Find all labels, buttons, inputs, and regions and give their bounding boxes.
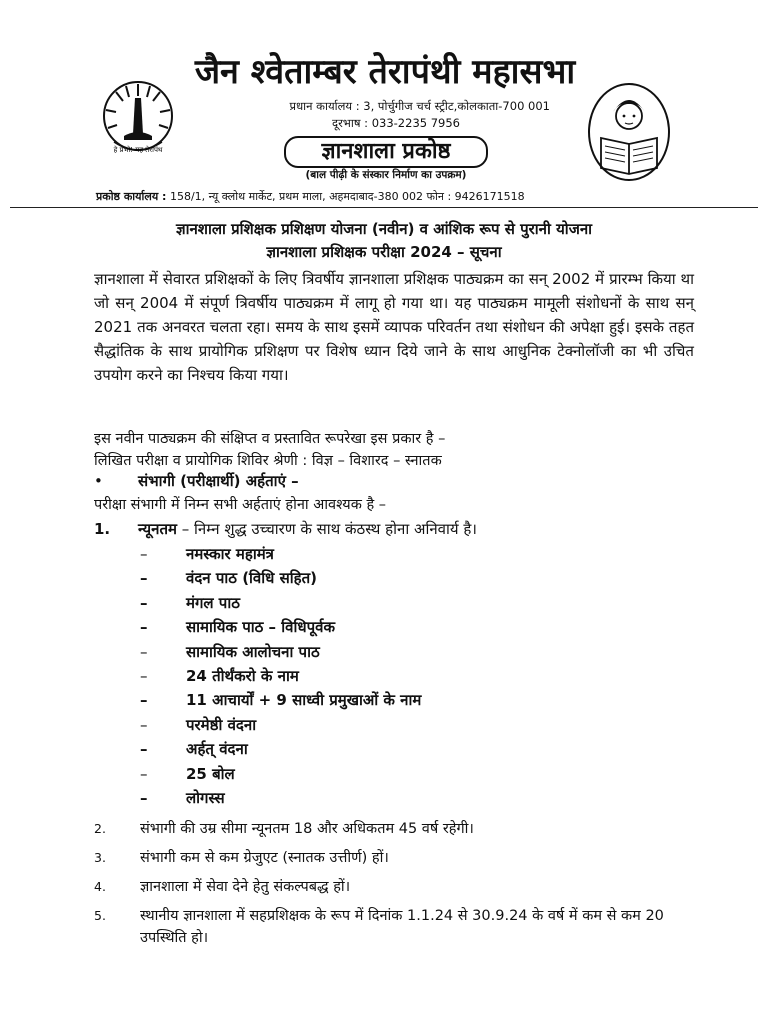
notice-title: [0, 218, 768, 264]
dash: –: [140, 764, 148, 783]
outline-line-1: इस नवीन पाठ्यक्रम की संक्षिप्त व प्रस्तावित रूपरेखा इस प्रकार है –: [94, 431, 446, 447]
list-item-text: सामायिक पाठ – विधिपूर्वक: [186, 618, 335, 637]
terapanth-emblem-icon: [96, 76, 180, 160]
organization-name: जैन श्वेताम्बर तेरापंथी महासभा: [194, 52, 576, 92]
eligibility-heading-text: संभागी (परीक्षार्थी) अर्हताएं –: [138, 472, 299, 490]
letterhead: [0, 0, 768, 210]
bullet-symbol: •: [94, 472, 103, 490]
item-text: संभागी कम से कम ग्रेजुएट (स्नातक उत्तीर्ण) हों।: [140, 850, 389, 866]
list-item-text: लोगस्स: [186, 788, 225, 807]
item-text: – निम्न शुद्ध उच्चारण के साथ कंठस्थ होना अनिवार्य है।: [176, 520, 477, 538]
dash: –: [140, 593, 148, 612]
logo-left-caption: हे प्रभो! यह तेरापंथ: [113, 146, 163, 154]
list-item-text: सामायिक आलोचना पाठ: [186, 642, 320, 661]
dash: –: [140, 715, 148, 734]
dash: –: [140, 618, 148, 637]
list-item-text: अर्हत् वंदना: [186, 740, 248, 759]
phone-number: दूरभाष : 033-2235 7956: [332, 116, 460, 130]
item-number: 3.: [94, 850, 106, 865]
dash: –: [140, 666, 148, 685]
intro-paragraph: ज्ञानशाला में सेवारत प्रशिक्षकों के लिए त्रिवर्षीय ज्ञानशाला प्रशिक्षक पाठ्यक्रम का सन् 2002 में प्रारम्भ किया था जो सन् 2004 में संपूर्ण त्रिवर्षीय पाठ्यक्रम में लागू हो गया था। यह पाठ्यक्रम मामूली संशोधनों के साथ सन् 2021 तक अनवरत चलता रहा। समय के साथ इसमें व्यापक परिवर्तन तथा संशोधन की अपेक्षा हुई। इसके तहत सैद्धांतिक के साथ प्रायोगिक प्रशिक्षण पर विशेष ध्यान दिये जाने के साथ आधुनिक टेक्नोलॉजी का भी उचित उपयोग करने का निश्चय किया गया।: [94, 270, 694, 384]
department-name: ज्ञानशाला प्रकोष्ठ: [284, 136, 488, 168]
item-number: 1.: [94, 520, 111, 538]
list-item: [140, 688, 600, 712]
item-text: स्थानीय ज्ञानशाला में सहप्रशिक्षक के रूप में दिनांक 1.1.24 से 30.9.24 के वर्ष में कम से कम 20 उपस्थिति हो।: [140, 908, 664, 946]
list-item: [140, 640, 600, 664]
eligibility-items: [94, 818, 714, 956]
list-item-text: वंदन पाठ (विधि सहित): [186, 569, 318, 588]
dash: –: [140, 642, 148, 661]
eligibility-item-3: [94, 847, 714, 869]
eligibility-item-2: [94, 818, 714, 840]
curriculum-outline: [94, 428, 694, 472]
dash: –: [140, 545, 148, 563]
item-number: 5.: [94, 908, 106, 923]
office-address-text: 158/1, न्यू क्लोथ मार्केट, प्रथम माला, अहमदाबाद-380 002 फोन : 9426171518: [169, 190, 525, 203]
eligibility-item-5: [94, 905, 714, 949]
headquarters-address: प्रधान कार्यालय : 3, पोर्चुगीज चर्च स्ट्रीट,कोलकाता-700 001: [289, 99, 550, 113]
eligibility-item-4: [94, 876, 714, 898]
dash: –: [140, 691, 148, 710]
list-item-text: 24 तीर्थंकरो के नाम: [186, 666, 299, 685]
item-number: 2.: [94, 821, 106, 836]
list-item: [140, 786, 600, 810]
child-reading-book-icon: [587, 82, 671, 182]
item-lead: न्यूनतम: [138, 520, 177, 538]
dash: –: [140, 569, 148, 588]
list-item-text: 11 आचार्यों + 9 साध्वी प्रमुखाओं के नाम: [186, 691, 422, 710]
list-item-text: 25 बोल: [186, 764, 235, 783]
recitation-list: [140, 542, 600, 810]
notice-title-line-2: ज्ञानशाला प्रशिक्षक परीक्षा 2024 – सूचना: [266, 243, 502, 261]
list-item-text: नमस्कार महामंत्र: [186, 545, 274, 563]
item-text: संभागी की उम्र सीमा न्यूनतम 18 और अधिकतम 45 वर्ष रहेगी।: [140, 821, 474, 837]
item-text: ज्ञानशाला में सेवा देने हेतु संकल्पबद्ध हों।: [140, 879, 351, 895]
office-address: [96, 189, 676, 204]
list-item: [140, 664, 600, 688]
outline-line-2: लिखित परीक्षा व प्रायोगिक शिविर श्रेणी : विज्ञ – विशारद – स्नातक: [94, 453, 442, 469]
list-item: [140, 566, 600, 590]
dash: –: [140, 788, 148, 807]
eligibility-heading: [94, 470, 694, 492]
department-tagline: (बाल पीढ़ी के संस्कार निर्माण का उपक्रम): [305, 169, 467, 181]
item-number: 4.: [94, 879, 106, 894]
list-item: [140, 591, 600, 615]
list-item-text: परमेष्ठी वंदना: [186, 715, 257, 734]
list-item: [140, 542, 600, 566]
list-item: [140, 762, 600, 786]
dash: –: [140, 740, 148, 759]
office-label: प्रकोष्ठ कार्यालय :: [96, 190, 167, 203]
list-item: [140, 615, 600, 639]
notice-title-line-1: ज्ञानशाला प्रशिक्षक प्रशिक्षण योजना (नवीन) व आंशिक रूप से पुरानी योजना: [175, 220, 593, 238]
list-item: [140, 737, 600, 761]
list-item-text: मंगल पाठ: [186, 593, 240, 612]
requirement-line: परीक्षा संभागी में निम्न सभी अर्हताएं होना आवश्यक है –: [94, 497, 386, 513]
list-item: [140, 713, 600, 737]
eligibility-item-1: [94, 518, 714, 540]
header-divider: [10, 207, 758, 208]
